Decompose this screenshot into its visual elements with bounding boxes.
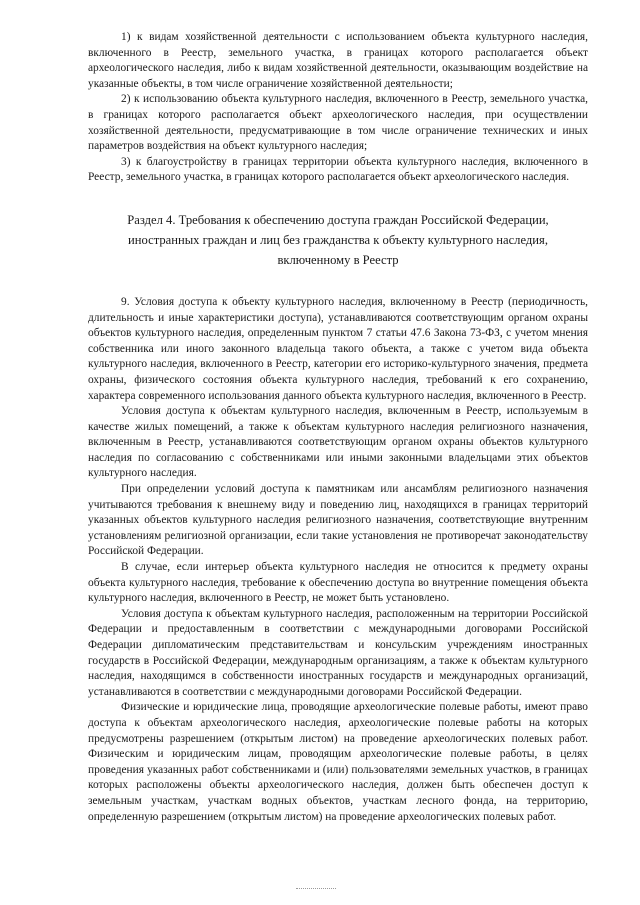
- paragraph: 9. Условия доступа к объекту культурного наследия, включенному в Реестр (периодичность, длительность и иные характеристики доступа), устанавливаются соответствующим органом охраны объектов культурного наследия, определенным пунктом 7 статьи 47.6 Закона 73-ФЗ, с учетом мнения собственника или иного законного владельца такого объекта, а также с учетом вида объекта культурного наследия, включенного в Реестр, категории его историко-культурного значения, предмета охраны, физического состояния объекта культурного наследия, требований к его сохранению, характера современного использования данного объекта культурного наследия, включенного в Реестр.: [88, 295, 588, 402]
- paragraph: Физические и юридические лица, проводящие археологические полевые работы, имеют право доступа к объектам археологического наследия, археологические полевые работы на которых предусмотрены разрешением (открытым листом) на проведение археологических полевых работ. Физическим и юридическим лицам, проводящим археологические полевые работы, в целях проведения указанных работ собственниками и (или) пользователями земельных участков, в границах которых расположены объекты археологического наследия, должен быть обеспечен доступ к земельным участкам, участкам водных объектов, участкам лесного фонда, на территорию, определенную разрешением (открытым листом) на проведение археологических полевых работ.: [88, 701, 588, 823]
- section-heading-line: иностранных граждан и лиц без гражданства к объекту культурного наследия,: [128, 232, 548, 247]
- list-item: 3) к благоустройству в границах территории объекта культурного наследия, включенного в Реестр, земельного участка, в границах которого располагается объект археологического наследия.: [88, 155, 588, 184]
- paragraph: При определении условий доступа к памятникам или ансамблям религиозного назначения учитываются требования к внешнему виду и поведению лиц, находящихся в границах территорий указанных объектов культурного наследия религиозного назначения, соответствующие внутренним установлениям религиозной организации, если такие установления не противоречат законодательству Российской Федерации.: [88, 483, 588, 558]
- section-heading-line: Раздел 4. Требования к обеспечению доступа граждан Российской Федерации,: [127, 212, 549, 227]
- paragraph: В случае, если интерьер объекта культурного наследия не относится к предмету охраны объекта культурного наследия, требование к обеспечению доступа во внутренние помещения объекта культурного наследия, включенного в Реестр, не может быть установлено.: [88, 561, 588, 605]
- paragraph: Условия доступа к объектам культурного наследия, включенным в Реестр, используемым в качестве жилых помещений, а также к объектам культурного наследия религиозного назначения, включенным в Реестр, устанавливаются соответствующим органом охраны объектов культурного наследия по согласованию с собственниками или иными законными владельцами этих объектов культурного наследия.: [88, 405, 588, 480]
- list-item: 2) к использованию объекта культурного наследия, включенного в Реестр, земельного участка, в границах которого располагается объект археологического наследия, при осуществлении хозяйственной деятельности, предусматривающие в том числе ограничение технических и иных параметров воздействия на объект культурного наследия;: [88, 93, 588, 153]
- page-bottom-mark: [296, 888, 336, 892]
- list-item: 1) к видам хозяйственной деятельности с использованием объекта культурного наследия, включенного в Реестр, земельного участка, в границах которого располагается объект археологического наследия, либо к видам хозяйственной деятельности, оказывающим воздействие на указанные объекты, в том числе ограничение хозяйственной деятельности;: [88, 31, 588, 90]
- section-heading-line: включенному в Реестр: [277, 252, 399, 267]
- paragraph: Условия доступа к объектам культурного наследия, расположенным на территории Российской Федерации и предоставленным в соответствии с международными договорами Российской Федерации дипломатическим представительствам и консульским учреждениям иностранных государств в Российской Федерации, международным организациям, а также к объектам культурного наследия, находящимся в собственности иностранных государств и международных организаций, устанавливаются в соответствии с международными договорами Российской Федерации.: [88, 607, 588, 698]
- section-heading: [88, 210, 588, 270]
- document-page: [88, 30, 588, 825]
